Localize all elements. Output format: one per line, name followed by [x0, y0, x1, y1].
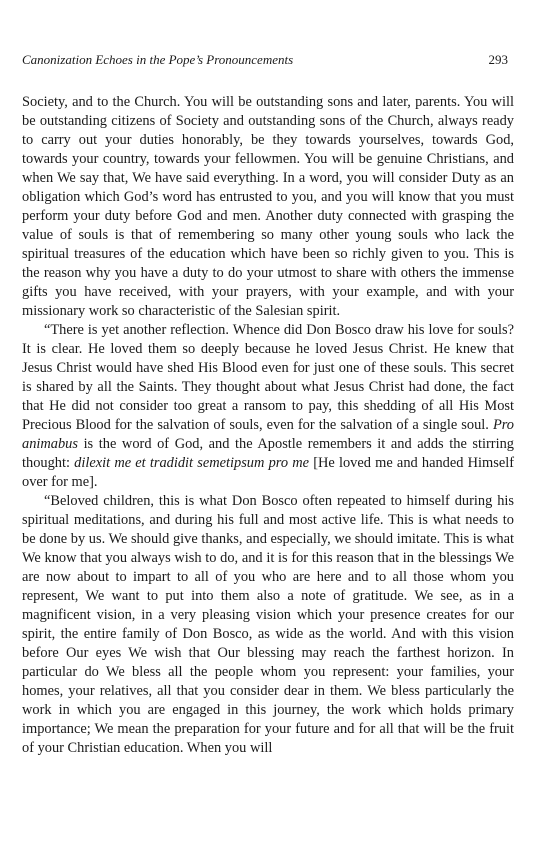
paragraph-2: [22, 321, 514, 492]
body-text: [22, 93, 514, 758]
paragraph-3: [22, 492, 514, 758]
book-page: [22, 0, 514, 858]
text-run: is the word of God, and the Apostle remembers it and adds the stirring thought:: [22, 436, 514, 471]
latin-quote: dilexit me et tradidit semetipsum pro me: [74, 455, 310, 471]
text-run: “Beloved children, this is what Don Bosco often repeated to himself during his spiritual meditations, and during his full and most active life. This is what needs to be done by us. We should give thanks, and especially, we should imitate. This is what We know that you always wish to do, and it is for this reason that in the blessings We are now about to impart to all of you who are here and to all those whom you represent, We want to put into them also a note of gratitude. We see, as in a magnificent vision, in a very pleasing vision which your presence creates for our spirit, the entire family of Don Bosco, as wide as the world. And with this vision before Our eyes We wish that Our blessing may reach the farthest horizon. In particular do We bless all the people whom you represent: your families, your homes, your relatives, all that you consider dear in them. We bless particularly the work in which you are engaged in this journey, the work which holds primary importance; We mean the preparation for your future and for all that will be the fruit of your Christian education. When you will: [22, 493, 514, 756]
paragraph-1: [22, 93, 514, 321]
text-run: “There is yet another reflection. Whence did Don Bosco draw his love for souls? It is clear. He loved them so deeply because he loved Jesus Christ. He knew that Jesus Christ would have shed His Blood even for just one of these souls. This secret is shared by all the Saints. They thought about what Jesus Christ had done, the fact that He did not consider too great a ransom to pay, this shedding of all His Most Precious Blood for the salvation of souls, even for the salvation of a single soul.: [22, 322, 514, 433]
page-number: 293: [488, 52, 508, 67]
latin-phrase: Pro animabus: [22, 417, 514, 452]
text-run: Society, and to the Church. You will be outstanding sons and later, parents. You will be outstanding citizens of Society and outstanding sons of the Church, always ready to carry out your duties honorably, be they towards yourselves, towards God, towards your country, towards your fellowmen. You will be genuine Christians, and when We say that, We have said everything. In a word, you will consider Duty as an obligation which God’s word has entrusted to you, and you will know that you must perform your duty before God and men. Another duty connected with grasping the value of souls is that of remembering so many other young souls who lack the spiritual treasures of the education which have been so richly given to you. This is the reason why you have a duty to do your utmost to share with others the immense gifts you have received, with your prayers, with your example, and with your missionary work so characteristic of the Salesian spirit.: [22, 94, 514, 319]
text-run: [He loved me and handed Himself over for me].: [22, 455, 515, 490]
running-head: [22, 51, 514, 69]
running-title: Canonization Echoes in the Pope’s Pronouncements: [22, 52, 294, 67]
